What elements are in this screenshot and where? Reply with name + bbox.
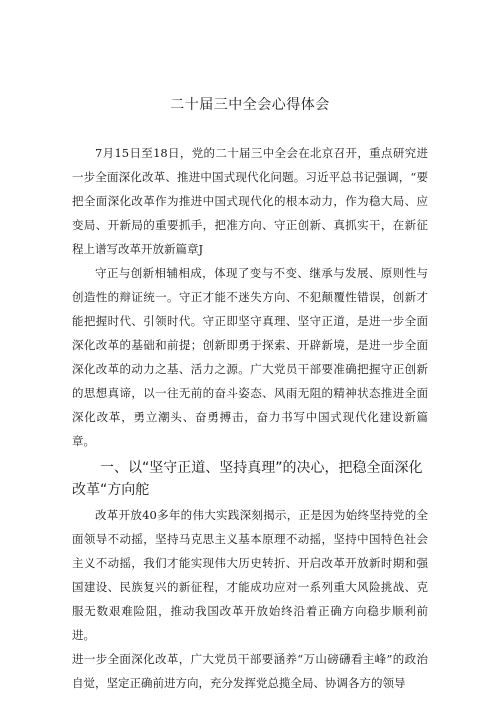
paragraph-intro: 7月15日至18日，党的二十届三中全会在北京召开，重点研究进一步全面深化改革、推进中国式现代化问题。习近平总书记强调，“要把全面深化改革作为推进中国式现代化的根本动力，作为稳大局、应变局、开新局的重要抓手，把准方向、守正创新、真抓实干，在新征程上谱写改革开放新篇章J [72,146,428,256]
section-1-paragraph-continued: 进一步全面深化改革，广大党员干部要涵养“万山磅礴看主峰”的政治自觉，坚定正确前进方向，充分发挥党总揽全局、协调各方的领导 [72,652,428,690]
section-heading-1: 一、以“坚守正道、坚持真理”的决心，把稳全面深化改革“方向舵 [72,460,423,498]
document-body [72,141,428,695]
section-1-paragraph: 改革开放40多年的伟大实践深刻揭示，正是因为始终坚持党的全面领导不动摇，坚持马克思主义基本原理不动摇，坚持中国特色社会主义不动摇，我们才能实现伟大历史转折、开启改革开放新时期和强国建设、民族复兴的新征程，才能成功应对一系列重大风险挑战、克服无数艰难险阻，推动我国改革开放始终沿着正确方向稳步顺利前进。 [72,508,428,642]
document-title: 二十届三中全会心得体会 [170,97,330,113]
paragraph-innovation: 守正与创新相辅相成，体现了变与不变、继承与发展、原则性与创造性的辩证统一。守正才能不迷失方向、不犯颠覆性错误，创新才能把握时代、引领时代。守正即坚守真理、坚守正道，是进一步全面深化改革的基础和前提；创新即勇于探索、开辟新境，是进一步全面深化改革的动力之基、活力之源。广大党员干部要准确把握守正创新的思想真谛，以一往无前的奋斗姿态、风雨无阻的精神状态推进全面深化改革，勇立潮头、奋勇搏击，奋力书写中国式现代化建设新篇章。 [72,266,428,448]
